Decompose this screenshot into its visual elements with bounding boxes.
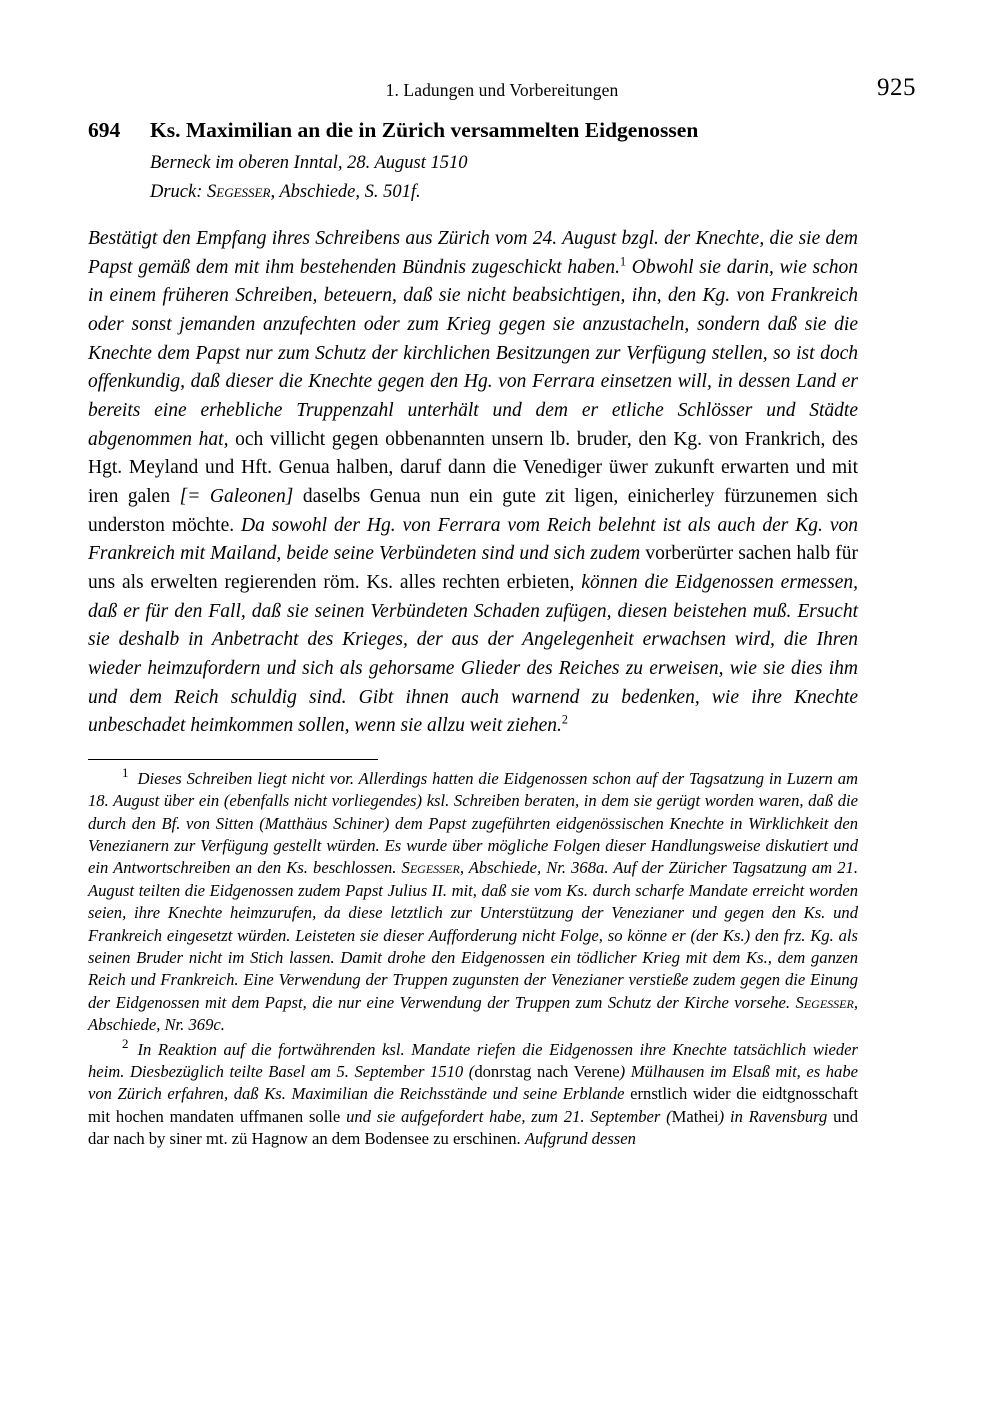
footnote-ref-1: 1 <box>619 254 626 269</box>
footnote-1-source-1: Segesser <box>401 858 460 878</box>
document-title: Ks. Maximilian an die in Zürich versammelten Eidgenossen <box>150 118 699 142</box>
footnote-2-text-g: ) in Ravensburg <box>718 1106 828 1126</box>
footnote-1-text-a: Dieses Schreiben liegt nicht vor. Allerdings hatten die Eidgenossen schon auf der Tagsatzung in Luzern am 18. August über ein (ebenfalls nicht vorliegendes) ksl. Schreiben beraten, in dem sie gerügt worden waren, daß die durch den Bf. von Sitten (Matthäus Schiner) dem Papst zugeführten eidgenössischen Knechte in Wirklichkeit den Venezianern zur Verfügung gestellt würden. Es wurde über mögliche Folgen dieser Handlungsweise diskutiert und ein Antwortschreiben an den Ks. beschlossen. <box>88 768 858 878</box>
running-head <box>0 74 1004 104</box>
footnote-separator <box>88 759 378 760</box>
footnote-1-text-b: , Abschiede, Nr. 368a. Auf der Züricher Tagsatzung am 21. August teilten die Eidgenossen zudem Papst Julius II. mit, daß sie vom Ks. durch scharfe Mandate erreicht worden seien, ihre Knechte heimzurufen, da diese letztlich zur Unterstützung der Venezianer und gegen den Ks. und Frankreich eingesetzt würden. Leisteten sie dieser Aufforderung nicht Folge, so könne er (der Ks.) den frz. Kg. als seinen Bruder nicht im Stich lassen. Damit drohe den Eidgenossen ein tödlicher Krieg mit dem Ks., dem ganzen Reich und Frankreich. Eine Verwendung der Truppen zugunsten der Venezianer verstieße zudem gegen die Einung der Eidgenossen mit dem Papst, die nur eine Verwendung der Truppen zum Schutz der Kirche vorsehe. <box>88 858 858 1012</box>
document-heading <box>88 118 858 143</box>
document-place-date: Berneck im oberen Inntal, 28. August 1510 <box>150 153 468 173</box>
footnote-1 <box>88 765 858 1037</box>
body-segment-6: Da sowohl der Hg. von Ferrara vom Reich belehnt ist als auch der Kg. von Frankreich mit Mailand, beide seine Verbündeten sind und sich zudem <box>88 514 858 565</box>
document-print-source <box>150 182 858 203</box>
footnote-2-text-b: donrstag nach Verene <box>474 1061 620 1081</box>
print-label: Druck: <box>150 182 203 202</box>
footnote-ref-2: 2 <box>561 712 568 727</box>
footnotes-section <box>88 765 859 1151</box>
footnote-1-marker: 1 <box>122 765 129 781</box>
footnote-2-text-d: ernstlich wider die eidtgnosschaft mit hochen mandaten uffmanen solle <box>88 1084 858 1126</box>
body-segment-8: , können die Eidgenossen ermessen, daß er für den Fall, daß sie seinen Verbündeten Schaden zufügen, diesen beistehen muß. Ersucht sie deshalb in Anbetracht des Krieges, der aus der Angelegenheit erwachsen wird, die Ihren wieder heimzufordern und sich als gehorsame Glieder des Reiches zu erweisen, wie sie dies ihm und dem Reich schuldig sind. Gibt ihnen auch warnend zu bedenken, wie ihre Knechte unbeschadet heimkommen sollen, wenn sie allzu weit ziehen. <box>88 571 859 737</box>
print-source-name: Segesser <box>207 182 271 202</box>
footnote-2 <box>88 1035 859 1151</box>
footnote-2-text-e: und sie aufgefordert habe, zum 21. September ( <box>346 1106 672 1126</box>
document-number: 694 <box>88 118 121 142</box>
page-number: 925 <box>877 74 916 101</box>
footnote-2-text-i: Aufgrund dessen <box>524 1129 636 1149</box>
footnote-1-text-c: , Abschiede, Nr. 369c. <box>88 992 858 1035</box>
document-body <box>88 225 858 741</box>
body-segment-4: [= Galeonen] <box>179 485 294 507</box>
page-content <box>88 110 858 1150</box>
body-segment-7: vorberürter sachen halb für uns als erwelten regierenden röm. Ks. alles rechten erbieten <box>88 543 858 593</box>
footnote-1-source-2: Segesser <box>795 992 854 1012</box>
running-head-title: 1. Ladungen und Vorbereitungen <box>385 80 619 100</box>
footnote-2-text-a: In Reaktion auf die fortwährenden ksl. Mandate riefen die Eidgenossen ihre Knechte tatsächlich wieder heim. Diesbezüglich teilte Basel am 5. September 1510 ( <box>88 1039 858 1081</box>
body-segment-2: Obwohl sie darin, wie schon in einem früheren Schreiben, beteuern, daß sie nicht beabsichtigen, ihn, den Kg. von Frankreich oder sonst jemanden anzufechten oder zum Krieg gegen sie anzustacheln, sondern daß sie die Knechte dem Papst nur zum Schutz der kirchlichen Besitzungen zur Verfügung stellen, so ist doch offenkundig, daß dieser die Knechte gegen den Hg. von Ferrara einsetzen will, in dessen Land er bereits eine erhebliche Truppenzahl unterhält und dem er etliche Schlösser und Städte abgenommen hat, <box>88 256 858 450</box>
footnote-2-marker: 2 <box>122 1035 129 1051</box>
body-segment-5: daselbs Genua nun ein gute zit ligen, einicherley fürzunemen sich underston möchte. <box>88 485 859 536</box>
footnote-2-text-h: und dar nach by siner mt. zü Hagnow an dem Bodensee zu erschinen. <box>88 1106 858 1149</box>
body-segment-3: och villicht gegen obbenannten unsern lb. bruder, den Kg. von Frankrich, des Hgt. Meyland und Hft. Genua halben, daruf dann die Venediger üwer zukunft erwarten und mit iren galen <box>88 428 858 507</box>
footnote-2-text-c: ) Mülhausen im Elsaß mit, es habe von Zürich erfahren, daß Ks. Maximilian die Reichsstände und seine Erblande <box>88 1061 859 1104</box>
footnote-2-text-f: Mathei <box>671 1106 719 1126</box>
body-segment-1: Bestätigt den Empfang ihres Schreibens aus Zürich vom 24. August bzgl. der Knechte, die sie dem Papst gemäß dem mit ihm bestehenden Bündnis zugeschickt haben. <box>88 228 858 278</box>
print-source-rest: , Abschiede, S. 501f. <box>270 182 421 202</box>
